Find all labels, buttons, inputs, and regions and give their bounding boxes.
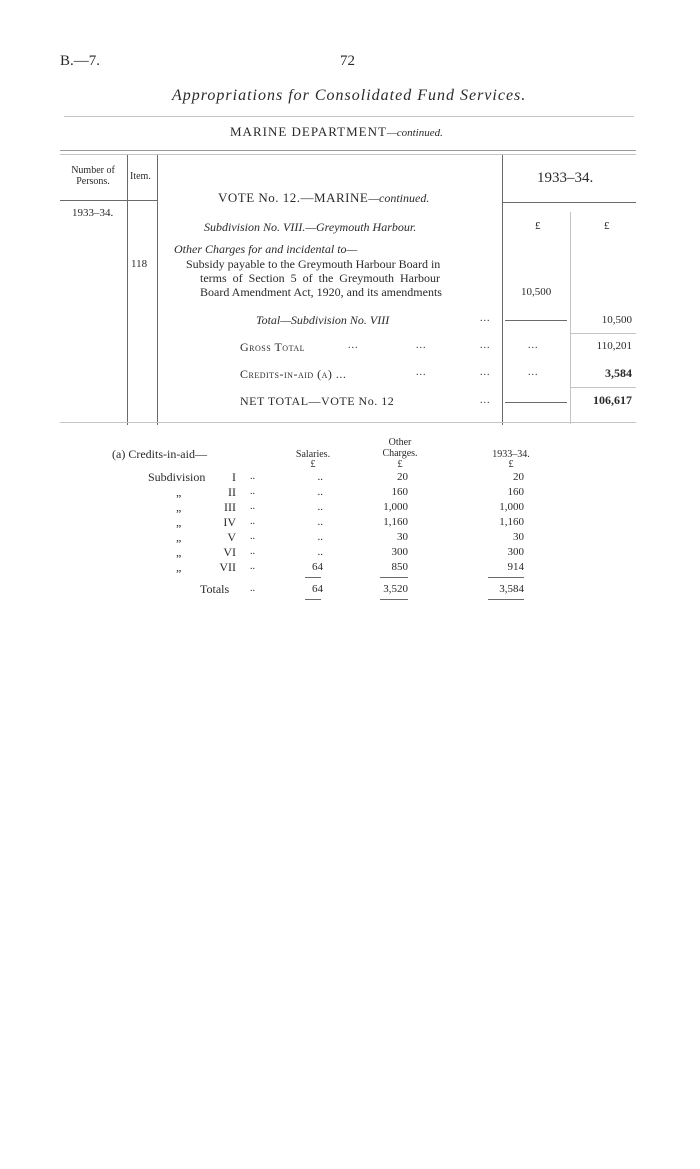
credits-row-num: V	[227, 530, 236, 544]
credits-totals-other: 3,520	[383, 583, 408, 595]
net-total-amount: 106,617	[593, 393, 632, 407]
net-leader-rule	[505, 402, 567, 403]
credits-row-other: 30	[397, 531, 408, 543]
vote-name: VOTE No. 12.—MARINE	[218, 190, 369, 205]
credits-col-year-pound: £	[508, 459, 514, 470]
other-sum-rule	[380, 577, 408, 578]
credits-row-dots: ..	[250, 486, 255, 497]
credits-row-num: II	[228, 485, 236, 499]
total-rule	[505, 320, 567, 321]
credits-row-prefix: „	[176, 515, 182, 529]
credits-row-prefix: Subdivision	[148, 470, 206, 484]
credits-row-total: 160	[507, 486, 524, 498]
item-line-3: Board Amendment Act, 1920, and its amendments	[200, 285, 442, 299]
page-number: 72	[340, 53, 355, 69]
salaries-total-rule	[305, 599, 321, 600]
credits-row-other: 1,000	[383, 501, 408, 513]
credits-row-salaries: 64	[312, 561, 323, 573]
credits-in-aid-amount: 3,584	[605, 366, 632, 380]
item-number: 118	[131, 258, 148, 270]
gross-total-dots: ...	[480, 340, 491, 351]
credits-row-salaries: ..	[317, 471, 323, 483]
credits-col-salaries-pound: £	[310, 459, 316, 470]
credits-row-dots: ..	[250, 471, 255, 482]
credits-row-prefix: „	[176, 485, 182, 499]
persons-year: 1933–34.	[72, 207, 114, 219]
credits-row-total: 1,160	[499, 516, 524, 528]
vote-title	[218, 190, 429, 206]
credits-row-salaries: ..	[317, 531, 323, 543]
credits-totals-label: Totals	[200, 582, 230, 596]
credits-in-aid-label	[240, 367, 346, 382]
total-subdivision-label: Total—Subdivision No. VIII	[256, 313, 390, 327]
credits-row-total: 300	[507, 546, 524, 558]
year-total-rule	[488, 599, 524, 600]
table-top-rule	[60, 150, 636, 151]
credits-row-dots: ..	[250, 501, 255, 512]
header-rule-right	[502, 202, 636, 203]
header-rule-left	[60, 200, 157, 201]
credits-row-num: IV	[223, 515, 236, 529]
credits-totals-dots: ..	[250, 583, 255, 594]
credits-row-num: I	[232, 470, 236, 484]
table-bottom-rule	[60, 422, 636, 423]
col-divider-item	[157, 155, 158, 425]
credits-row-salaries: ..	[317, 516, 323, 528]
credits-row-prefix: „	[176, 500, 182, 514]
col-divider-amount	[502, 155, 503, 425]
credits-leader: ...	[528, 367, 539, 378]
credits-row-num: VI	[223, 545, 236, 559]
net-total-dots: ...	[480, 395, 491, 406]
credits-col-other-1: Other	[388, 437, 412, 448]
total-subdivision-dots: ...	[480, 313, 491, 324]
credits-row-total: 914	[507, 561, 524, 573]
credits-row-num: III	[224, 500, 236, 514]
page-title: Appropriations for Consolidated Fund Services.	[172, 87, 527, 104]
gross-rule	[570, 333, 636, 334]
credits-row-num: VII	[219, 560, 236, 574]
credits-totals-salaries: 64	[312, 583, 323, 595]
credits-row-total: 20	[513, 471, 524, 483]
document-code: B.—7.	[60, 53, 101, 69]
credits-row-dots: ..	[250, 531, 255, 542]
credits-row-dots: ..	[250, 561, 255, 572]
net-total-label: NET TOTAL—VOTE No. 12	[240, 394, 395, 408]
credits-row-prefix: „	[176, 560, 182, 574]
table-top-rule-light	[60, 154, 636, 155]
credits-row-salaries: ..	[317, 546, 323, 558]
gross-gap-dots-2: ...	[416, 340, 427, 351]
gross-total-label: Gross Total	[240, 340, 305, 354]
credits-totals-year: 3,584	[499, 583, 524, 595]
credits-row-dots: ..	[250, 516, 255, 527]
salaries-sum-rule	[305, 577, 321, 578]
col-divider-persons	[127, 155, 128, 425]
credits-row-prefix: „	[176, 545, 182, 559]
other-charges-heading: Other Charges for and incidental to—	[174, 242, 358, 256]
credits-gap-dots: ...	[416, 367, 427, 378]
pound-sign-1: £	[535, 220, 541, 232]
credits-row-prefix: „	[176, 530, 182, 544]
credits-row-total: 1,000	[499, 501, 524, 513]
credits-col-year: 1933–34.	[492, 449, 530, 460]
credits-col-other-pound: £	[397, 459, 403, 470]
credits-row-other: 1,160	[383, 516, 408, 528]
year-sum-rule	[488, 577, 524, 578]
gross-gap-dots-1: ...	[348, 340, 359, 351]
department-suffix: —continued.	[386, 127, 443, 139]
item-line-2: terms of Section 5 of the Greymouth Harbour	[200, 271, 440, 285]
credits-in-aid-text: Credits-in-aid (a) ...	[240, 367, 347, 381]
col-header-item: Item.	[130, 171, 151, 182]
gross-leader: ...	[528, 340, 539, 351]
net-rule	[570, 387, 636, 388]
credits-row-dots: ..	[250, 546, 255, 557]
rule-divider	[64, 116, 634, 117]
credits-row-other: 160	[391, 486, 408, 498]
credits-row-total: 30	[513, 531, 524, 543]
pound-sign-2: £	[604, 220, 610, 232]
gross-total-amount: 110,201	[596, 340, 632, 352]
credits-table-label: (a) Credits-in-aid—	[112, 447, 207, 461]
credits-row-salaries: ..	[317, 501, 323, 513]
vote-suffix: —continued.	[368, 191, 430, 205]
item-amount: 10,500	[521, 286, 552, 298]
department-heading	[230, 124, 443, 140]
credits-row-other: 300	[391, 546, 408, 558]
credits-in-aid-dots: ...	[480, 367, 491, 378]
subdivision-title: Subdivision No. VIII.—Greymouth Harbour.	[204, 220, 417, 234]
col-divider-subtotal	[570, 212, 571, 424]
credits-col-other-2: Charges.	[382, 448, 418, 459]
credits-row-other: 20	[397, 471, 408, 483]
credits-row-salaries: ..	[317, 486, 323, 498]
department-name: MARINE DEPARTMENT	[230, 124, 387, 139]
total-subdivision-amount: 10,500	[601, 314, 632, 326]
col-header-year: 1933–34.	[537, 170, 594, 186]
credits-col-salaries: Salaries.	[295, 449, 331, 460]
credits-row-other: 850	[391, 561, 408, 573]
other-total-rule	[380, 599, 408, 600]
item-line-1: Subsidy payable to the Greymouth Harbour Board in	[186, 257, 441, 271]
col-header-persons: Number of Persons.	[71, 165, 115, 187]
